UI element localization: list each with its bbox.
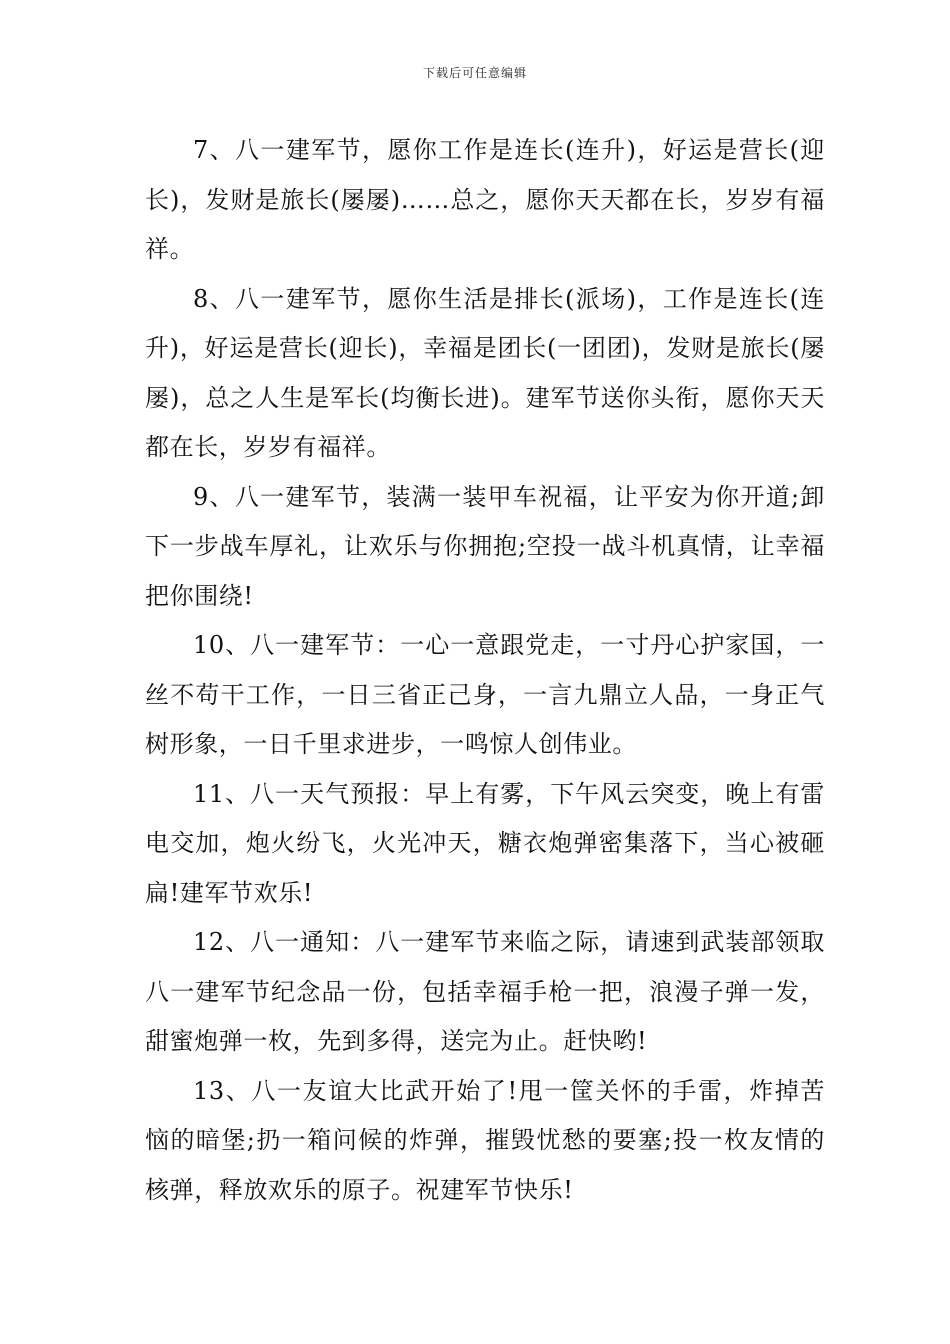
paragraph-8: 8、八一建军节，愿你生活是排长(派场)，工作是连长(连升)，好运是营长(迎长)，幸福是团长(一团团)，发财是旅长(屡屡)，总之人生是军长(均衡长进)。建军节送你头衔，愿你天天都在长，岁岁有福祥。 [145, 284, 825, 461]
paragraph-10: 10、八一建军节：一心一意跟党走，一寸丹心护家国，一丝不苟干工作，一日三省正己身，一言九鼎立人品，一身正气树形象，一日千里求进步，一鸣惊人创伟业。 [145, 631, 825, 758]
paragraph-7: 7、八一建军节，愿你工作是连长(连升)，好运是营长(迎长)，发财是旅长(屡屡)……总之，愿你天天都在长，岁岁有福祥。 [145, 136, 825, 263]
paragraph-9: 9、八一建军节，装满一装甲车祝福，让平安为你开道;卸下一步战车厚礼，让欢乐与你拥抱;空投一战斗机真情，让幸福把你围绕! [145, 482, 825, 610]
document-body [145, 126, 825, 1215]
page-header: 下载后可任意编辑 [422, 66, 527, 80]
paragraph-13: 13、八一友谊大比武开始了!甩一筐关怀的手雷，炸掉苦恼的暗堡;扔一箱问候的炸弹，摧毁忧愁的要塞;投一枚友情的核弹，释放欢乐的原子。祝建军节快乐! [145, 1076, 825, 1204]
paragraph-12: 12、八一通知：八一建军节来临之际，请速到武装部领取八一建军节纪念品一份，包括幸福手枪一把，浪漫子弹一发，甜蜜炮弹一枚，先到多得，送完为止。赶快哟! [145, 928, 825, 1055]
paragraph-11: 11、八一天气预报：早上有雾，下午风云突变，晚上有雷电交加，炮火纷飞，火光冲天，糖衣炮弹密集落下，当心被砸扁!建军节欢乐! [145, 779, 825, 907]
